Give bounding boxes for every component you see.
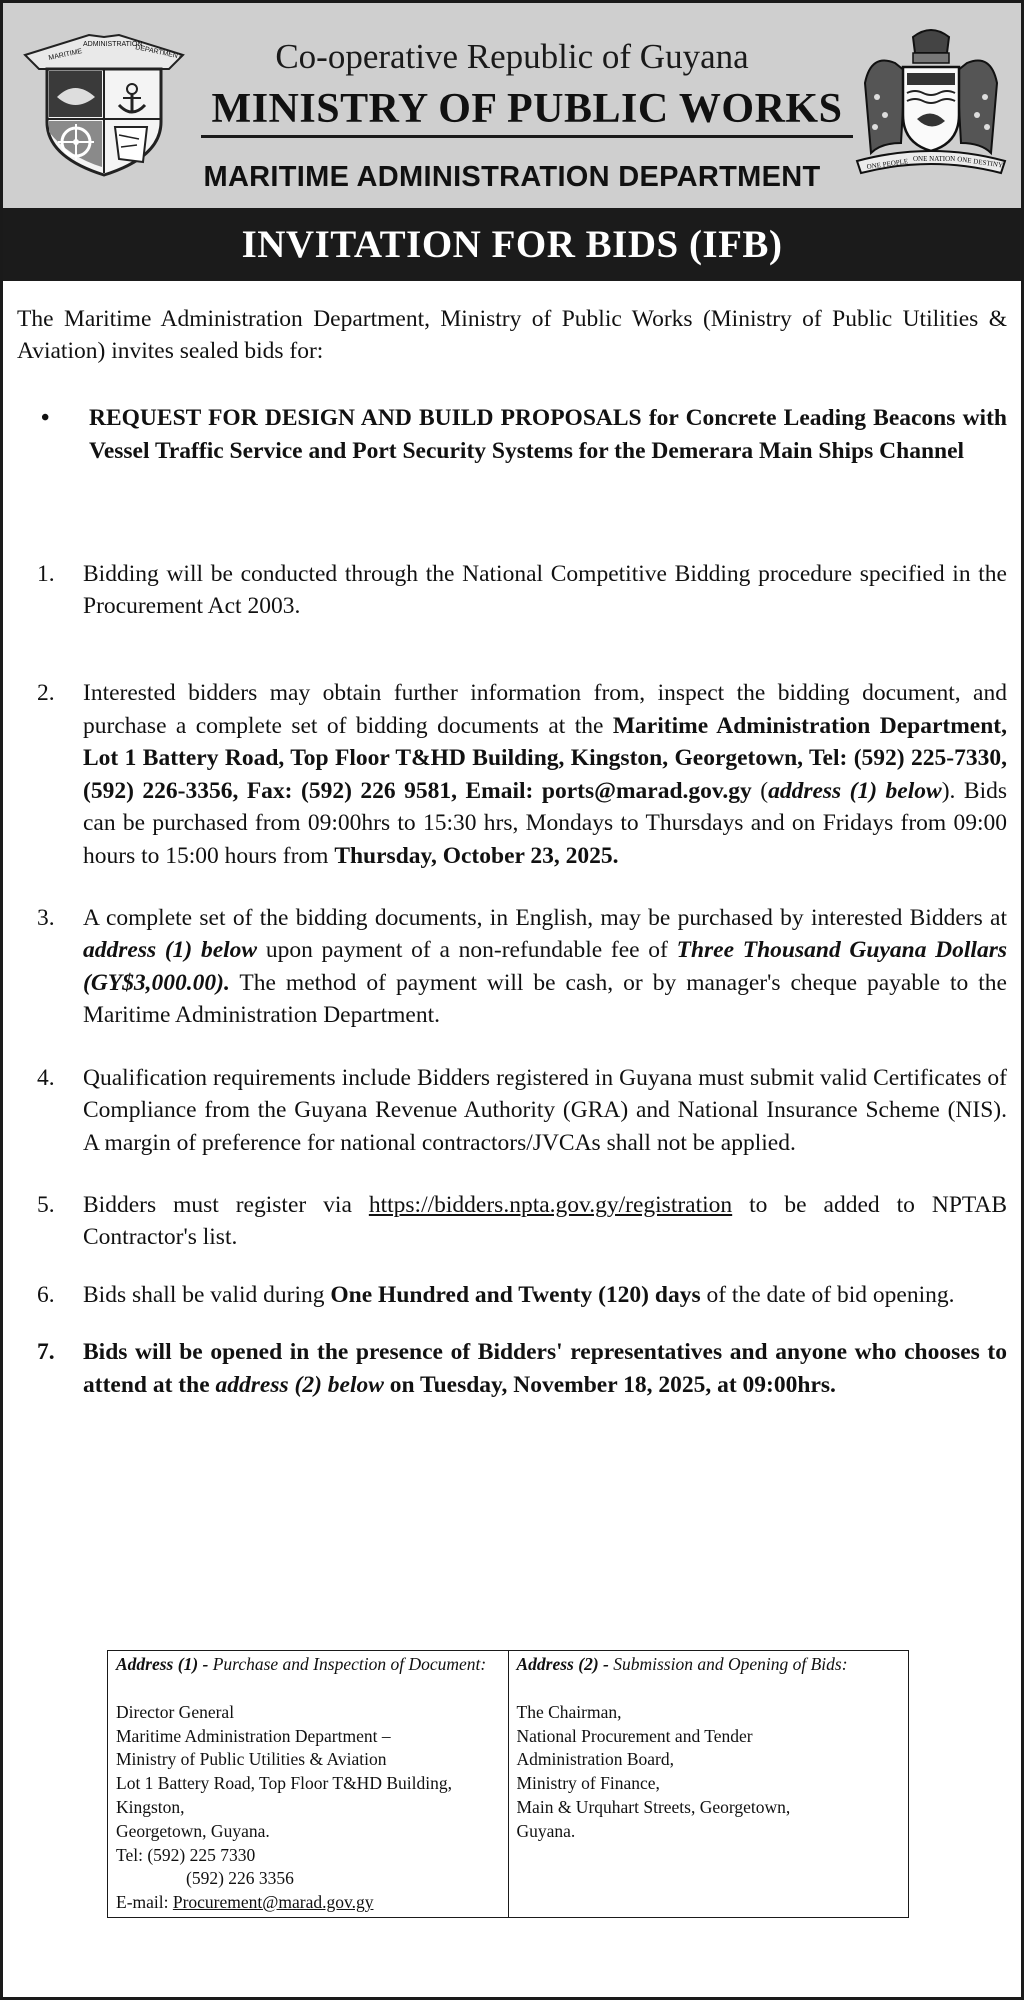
email-line: E-mail: Procurement@marad.gov.gy — [116, 1892, 374, 1913]
clause-text: Bidding will be conducted through the National Competitive Bidding procedure specified in the Procurement Act 2003. — [83, 560, 1007, 620]
address-line: Kingston, — [116, 1796, 185, 1817]
bid-validity: One Hundred and Twenty (120) days — [330, 1281, 701, 1308]
purchase-start-date: Thursday, October 23, 2025. — [334, 842, 619, 869]
clause-number: 1. — [37, 560, 55, 587]
bid-subject-title: REQUEST FOR DESIGN AND BUILD PROPOSALS — [89, 404, 642, 431]
clause-number: 2. — [37, 680, 55, 707]
address-line: Georgetown, Guyana. — [116, 1820, 270, 1841]
address-line: Ministry of Finance, — [516, 1773, 660, 1794]
svg-text:ONE DESTINY: ONE DESTINY — [956, 155, 1004, 170]
clause-6: 6. Bids shall be valid during One Hundred and Twenty (120) days of the date of bid opening. — [17, 1279, 1007, 1311]
bullet-icon: • — [41, 404, 50, 431]
address-2-cell — [508, 1651, 909, 1918]
address-line: Administration Board, — [516, 1749, 674, 1770]
country-title: Co-operative Republic of Guyana — [275, 37, 749, 76]
address-line: Main & Urquhart Streets, Georgetown, — [516, 1796, 791, 1817]
address-line: Maritime Administration Department – — [116, 1725, 391, 1746]
registration-link[interactable]: https://bidders.npta.gov.gy/registration — [368, 1191, 733, 1218]
address-line: Ministry of Public Utilities & Aviation — [116, 1749, 387, 1770]
address-line: Lot 1 Battery Road, Top Floor T&HD Building, — [116, 1773, 452, 1794]
address-line: (592) 226 3356 — [186, 1868, 294, 1889]
bid-subject-description: for Concrete Leading Beacons with Vessel Traffic Service and Port Security Systems for the Demerara Main Ships Channel — [89, 404, 1007, 464]
coat-of-arms-icon — [851, 23, 1011, 179]
department-title: MARITIME ADMINISTRATION DEPARTMENT — [203, 161, 821, 193]
address-line: Guyana. — [516, 1820, 576, 1841]
svg-text:DEPARTMENT: DEPARTMENT — [134, 44, 183, 61]
svg-text:ONE NATION: ONE NATION — [913, 155, 956, 163]
clause-number: 7. — [37, 1339, 55, 1366]
clause-text: Qualification requirements include Bidders registered in Guyana must submit valid Certificates of Compliance from the Guyana Revenue Authority (GRA) and National Insurance Scheme (NIS). A margin of preference for national contractors/JVCAs shall not be applied. — [83, 1064, 1007, 1156]
clause-2: 2. Interested bidders may obtain further information from, inspect the bidding document, and purchase a complete set of bidding documents at the Maritime Administration Department, Lot 1 Battery Road, Top Floor T&HD Building, Kingston, Georgetown, Tel: (592) 225-7330, (592) 226-3356, Fax: (592) 226 9581, Email: ports@marad.gov.gy (address (1) below). Bids can be purchased from 09:00hrs to 15:30 hrs, Mondays to Thursdays and on Fridays from 09:00 hours to 15:00 hours from Thursday, October 23, 2025. — [17, 677, 1007, 872]
clause-3: 3. A complete set of the bidding documents, in English, may be purchased by interested Bidders at address (1) below upon payment of a non-refundable fee of Three Thousand Guyana Dollars (GY$3,000.00). The method of payment will be cash, or by manager's cheque payable to the Maritime Administration Department. — [17, 902, 1007, 1032]
address-1-heading: Address (1) - Purchase and Inspection of Document: — [116, 1654, 487, 1674]
address-line: The Chairman, — [516, 1701, 622, 1722]
address-1-cell — [108, 1651, 509, 1918]
clause-number: 3. — [37, 905, 55, 931]
address-2-heading: Address (2) - Submission and Opening of Bids: — [516, 1654, 848, 1674]
clause-4 — [17, 1062, 1007, 1159]
ministry-title: MINISTRY OF PUBLIC WORKS — [201, 85, 853, 138]
intro-paragraph: The Maritime Administration Department, Ministry of Public Works (Ministry of Public Utilities & Aviation) invites sealed bids for: — [17, 306, 1007, 365]
address-line: Director General — [116, 1701, 235, 1722]
ifb-banner: INVITATION FOR BIDS (IFB) — [3, 209, 1021, 281]
mara-address-contact: Maritime Administration Department, Lot 1 Battery Road, Top Floor T&HD Building, Kingston, Georgetown, Tel: (592) 225-7330, (592) 226-3356, Fax: (592) 226 9581, Email: ports@marad.gov.gy — [83, 712, 1008, 804]
procurement-email-link[interactable]: Procurement@marad.gov.gy — [172, 1892, 374, 1913]
header — [3, 3, 1021, 209]
document-fee: Three Thousand Guyana Dollars (GY$3,000.00). — [83, 937, 1007, 996]
clause-number: 6. — [37, 1281, 55, 1308]
svg-text:MARITIME: MARITIME — [47, 47, 83, 62]
address-table — [107, 1650, 909, 1918]
svg-text:ADMINISTRATION: ADMINISTRATION — [83, 41, 143, 48]
bid-subject — [17, 402, 1007, 468]
clause-1 — [17, 558, 1007, 623]
svg-text:ONE PEOPLE: ONE PEOPLE — [866, 157, 909, 171]
clause-5: 5. Bidders must register via https://bidders.npta.gov.gy/registration to be added to NPTAB Contractor's list. — [17, 1189, 1007, 1254]
bid-opening-date: on Tuesday, November 18, 2025, at 09:00hrs. — [383, 1371, 836, 1398]
clause-number: 5. — [37, 1191, 55, 1218]
clause-number: 4. — [37, 1064, 55, 1091]
notice-body — [3, 281, 1021, 1401]
clause-7: 7. Bids will be opened in the presence of Bidders' representatives and anyone who chooses to attend at the address (2) below on Tuesday, November 18, 2025, at 09:00hrs. — [17, 1336, 1007, 1401]
address-line: National Procurement and Tender — [516, 1725, 753, 1746]
address-line: Tel: (592) 225 7330 — [116, 1844, 256, 1865]
